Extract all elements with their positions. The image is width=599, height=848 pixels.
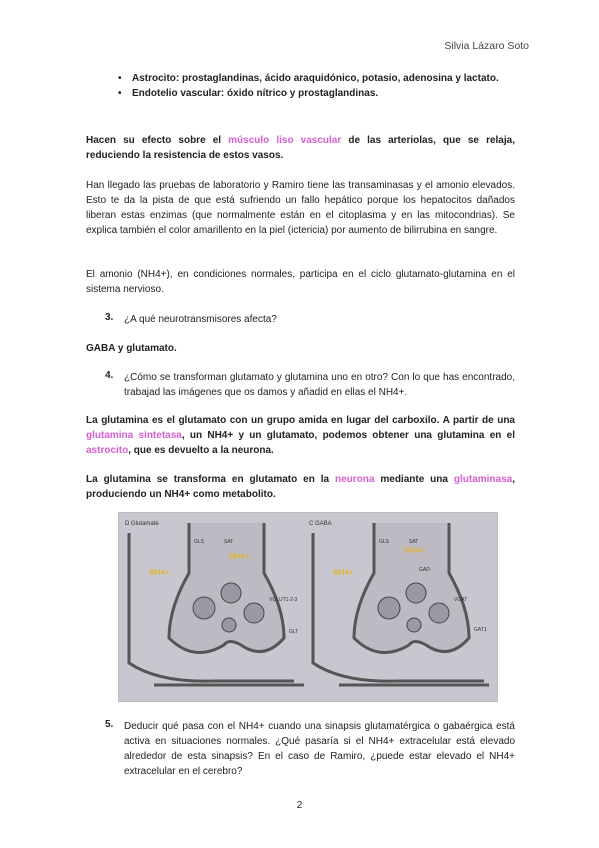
panel-gaba (309, 521, 489, 685)
vesicle (429, 603, 449, 623)
label-gad: GAD (419, 567, 430, 573)
text-span: , produciendo un NH4+ como metabolito. (86, 474, 516, 500)
vesicle (244, 603, 264, 623)
paragraph-lab-results: Han llegado las pruebas de laboratorio y Ramiro tiene las transaminasas y el amonio elevados. Esto te da la pista de que está sufriendo un fallo hepático porque los hepatocitos dañados liberan estas enzimas (que normalmente están en el citoplasma y en las mitocondrias). Se explica también el color amarillento en la piel (ictericia) por aumento de bilirrubina en sangre. (86, 180, 515, 236)
bullet-item-astrocito: • Astrocito: prostaglandinas, ácido araquidónico, potasio, adenosina y lactato. (118, 71, 515, 86)
highlight-glutaminasa: glutaminasa (453, 474, 513, 485)
question-5-number: 5. (105, 719, 114, 730)
vesicle (222, 618, 236, 632)
nh4-annotation: NH4+ (149, 568, 170, 577)
label-sat: SAT (224, 539, 234, 545)
question-4-text: ¿Cómo se transforman glutamato y glutamina uno en otro? Con lo que has encontrado, trabajad las imágenes que os damos y añadid en ellas el NH4+. (124, 372, 515, 398)
nh4-annotation: NH4+ (404, 546, 425, 555)
text-span: La glutamina se transforma en glutamato en la (86, 474, 335, 485)
label-glt: GLT (289, 629, 299, 635)
answer-4-glutamine (86, 413, 515, 458)
text-span: de las arteriolas, que se relaja, reduciendo la resistencia de estos vasos. (86, 135, 515, 161)
text-span: , que es devuelto a la neurona. (128, 445, 274, 456)
vesicle (193, 597, 215, 619)
highlight-astrocito: astrocito (86, 445, 129, 456)
question-5-text: Deducir qué pasa con el NH4+ cuando una sinapsis glutamatérgica o gabaérgica está activa en situaciones normales. ¿Qué pasaría si el NH4+ extracelular está elevado alrededor de esta sinapsis? En el caso de Ramiro, ¿puede estar elevado el NH4+ extracelular en el cerebro? (124, 721, 515, 777)
text-span: La glutamina es el glutamato con un grupo amida en lugar del carboxilo. A partir de una (86, 415, 515, 426)
label-vgat: VGAT (454, 597, 468, 603)
paragraph-effect (86, 133, 515, 163)
author-name: Silvia Lázaro Soto (444, 40, 529, 52)
label-sat: SAT (409, 539, 419, 545)
panel-c-title: C GABA (309, 521, 332, 527)
highlight-musculo: músculo liso vascular (228, 135, 342, 146)
vesicle (221, 583, 241, 603)
bullet-list (118, 71, 515, 101)
question-4-number: 4. (105, 370, 114, 381)
answer-3: GABA y glutamato. (86, 343, 177, 354)
vesicle (406, 583, 426, 603)
nh4-annotation: NH4+ (333, 568, 354, 577)
paragraph-ammonium: El amonio (NH4+), en condiciones normales, participa en el ciclo glutamato-glutamina en el sistema nervioso. (86, 269, 515, 295)
question-3-text: ¿A qué neurotransmisores afecta? (124, 314, 277, 325)
synapse-figure (118, 512, 498, 702)
bullet-item-endotelio: • Endotelio vascular: óxido nítrico y prostaglandinas. (118, 86, 515, 101)
vesicle (378, 597, 400, 619)
synapse-diagram (119, 513, 497, 701)
highlight-glutamina-sintetasa: glutamina sintetasa (86, 430, 182, 441)
panel-d-title: D Glutamate (125, 521, 159, 527)
highlight-neurona: neurona (335, 474, 375, 485)
text-span: Hacen su efecto sobre el (86, 135, 229, 146)
text-span: , un NH4+ y un glutamato, podemos obtener una glutamina en el (181, 430, 515, 441)
answer-4-glutamate (86, 472, 515, 502)
text-span: mediante una (374, 474, 454, 485)
label-gat1: GAT1 (474, 627, 487, 633)
label-gls: GLS (379, 539, 390, 545)
question-3-number: 3. (105, 312, 114, 323)
panel-glutamate (125, 521, 304, 685)
vesicle (407, 618, 421, 632)
page-number: 2 (296, 800, 303, 811)
nh4-annotation: NH4+ (229, 552, 250, 561)
label-vglut: VGLUT1-2-3 (269, 597, 298, 603)
label-gls: GLS (194, 539, 205, 545)
